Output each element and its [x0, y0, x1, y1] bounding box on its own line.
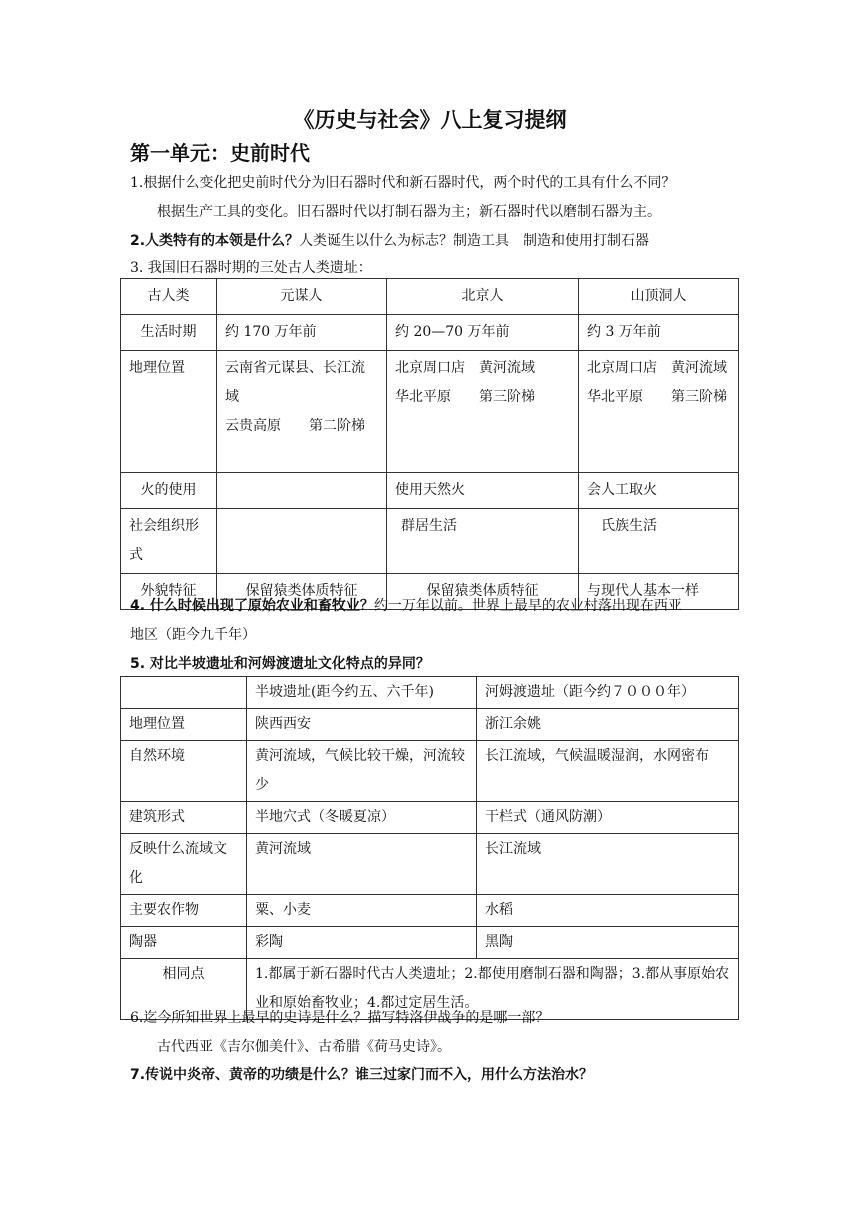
question-2-rest: 人类诞生以什么为标志？制造工具 制造和使用打制石器 [299, 233, 650, 249]
table-cell: 保留猿类体质特征 [387, 574, 579, 610]
table-row [121, 351, 739, 473]
table-row [121, 509, 739, 574]
table-cell: 使用天然火 [387, 473, 579, 509]
page-title: 《历史与社会》八上复习提纲 [293, 108, 567, 132]
question-4-rest: 约一万年以前。世界上最早的农业村落出现在西亚 [373, 598, 682, 614]
paleolithic-sites-table [120, 278, 739, 610]
table-cell: 氏族生活 [579, 509, 739, 574]
answer-1: 根据生产工具的变化。旧石器时代以打制石器为主；新石器时代以磨制石器为主。 [157, 204, 661, 220]
table-row [121, 834, 739, 895]
table-cell: 社会组织形式 [121, 509, 217, 574]
table-row [121, 927, 739, 959]
question-6: 6.迄今所知世界上最早的史诗是什么？描写特洛伊战争的是哪一部？ [130, 1010, 550, 1026]
table-cell: 长江流域 [477, 834, 739, 895]
table-cell: 相同点 [121, 959, 247, 1020]
question-4 [130, 595, 682, 615]
table-cell: 粟、小麦 [247, 895, 477, 927]
table-cell: 长江流域，气候温暖湿润，水网密布 [477, 741, 739, 802]
table-header-cell: 河姆渡遗址（距今约７０００年） [477, 677, 739, 709]
table-cell: 建筑形式 [121, 802, 247, 834]
site-comparison-table [120, 676, 739, 1020]
question-2 [130, 230, 649, 250]
answer-6: 古代西亚《吉尔伽美什》、古希腊《荷马史诗》。 [157, 1039, 451, 1055]
table-cell: 生活时期 [121, 315, 217, 351]
table-cell: 约 3 万年前 [579, 315, 739, 351]
table-cell: 浙江余姚 [477, 709, 739, 741]
table-cell: 北京周口店 黄河流域 华北平原 第三阶梯 [579, 351, 739, 473]
table-cell: 黄河流域，气候比较干燥，河流较少 [247, 741, 477, 802]
table-cell: 陶器 [121, 927, 247, 959]
question-4-continuation: 地区（距今九千年） [130, 627, 256, 643]
table-row [121, 709, 739, 741]
table-cell: 群居生活 [387, 509, 579, 574]
unit-heading: 第一单元：史前时代 [130, 141, 310, 165]
table-header-cell: 元谋人 [217, 279, 387, 315]
table-cell: 地理位置 [121, 709, 247, 741]
table-cell: 1.都属于新石器时代古人类遗址；2.都使用磨制石器和陶器；3.都从事原始农业和原始畜牧业；4.都过定居生活。 [247, 959, 739, 1020]
table-cell: 主要农作物 [121, 895, 247, 927]
table-row [121, 741, 739, 802]
table-cell: 外貌特征 [121, 574, 217, 610]
table-cell: 保留猿类体质特征 [217, 574, 387, 610]
table-cell: 反映什么流域文化 [121, 834, 247, 895]
table-cell: 约 20—70 万年前 [387, 315, 579, 351]
table-cell: 自然环境 [121, 741, 247, 802]
table-header-cell: 古人类 [121, 279, 217, 315]
table-cell: 陕西西安 [247, 709, 477, 741]
table-cell: 黄河流域 [247, 834, 477, 895]
table-header-cell: 半坡遗址(距今约五、六千年) [247, 677, 477, 709]
table-cell: 半地穴式（冬暖夏凉） [247, 802, 477, 834]
table-row [121, 895, 739, 927]
table-cell: 云南省元谋县、长江流域 云贵高原 第二阶梯 [217, 351, 387, 473]
question-5: 5. 对比半坡遗址和河姆渡遗址文化特点的异同？ [130, 656, 430, 672]
table-cell: 地理位置 [121, 351, 217, 473]
table-cell [217, 473, 387, 509]
table-cell: 干栏式（通风防潮） [477, 802, 739, 834]
table-header-cell: 北京人 [387, 279, 579, 315]
question-2-bold: 2.人类特有的本领是什么？ [130, 233, 300, 249]
table-row [121, 473, 739, 509]
question-4-bold: 4. 什么时候出现了原始农业和畜牧业？ [130, 598, 374, 614]
table-cell: 会人工取火 [579, 473, 739, 509]
table-header-row [121, 279, 739, 315]
table-cell: 彩陶 [247, 927, 477, 959]
table-cell [217, 509, 387, 574]
table-cell: 约 170 万年前 [217, 315, 387, 351]
table-header-row [121, 677, 739, 709]
question-7: 7.传说中炎帝、黄帝的功绩是什么？谁三过家门而不入，用什么方法治水？ [130, 1067, 594, 1083]
table-row [121, 802, 739, 834]
table-cell: 黑陶 [477, 927, 739, 959]
table-cell: 水稻 [477, 895, 739, 927]
table-cell: 与现代人基本一样 [579, 574, 739, 610]
table-cell: 火的使用 [121, 473, 217, 509]
question-1: 1.根据什么变化把史前时代分为旧石器时代和新石器时代，两个时代的工具有什么不同？ [130, 175, 676, 191]
table-row [121, 315, 739, 351]
table-header-cell [121, 677, 247, 709]
table-header-cell: 山顶洞人 [579, 279, 739, 315]
question-3: 3. 我国旧石器时期的三处古人类遗址： [130, 260, 372, 276]
table-cell: 北京周口店 黄河流域 华北平原 第三阶梯 [387, 351, 579, 473]
